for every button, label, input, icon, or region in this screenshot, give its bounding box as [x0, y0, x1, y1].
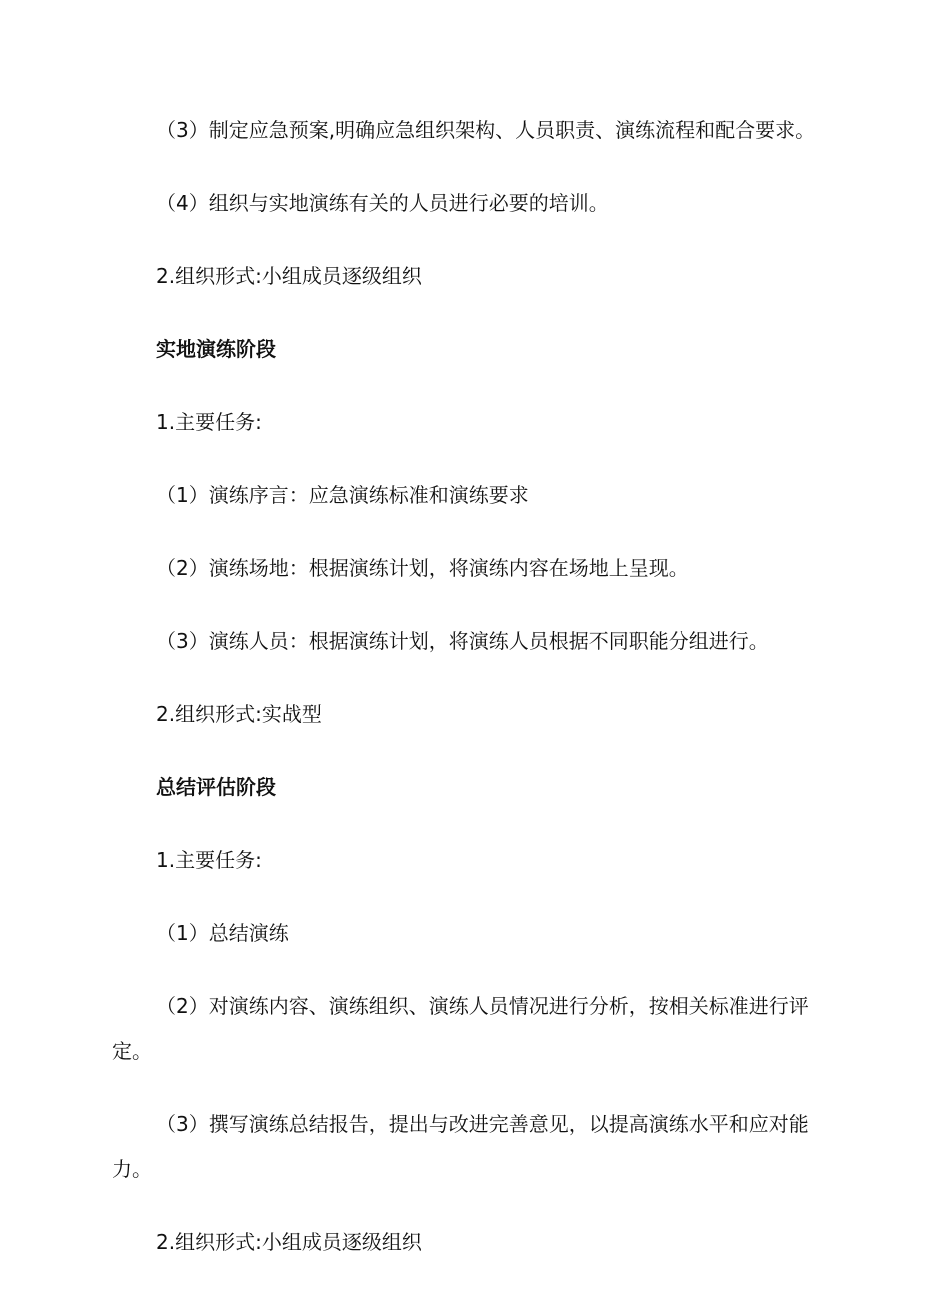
paragraph-drill-preface: （1）演练序言：应急演练标准和演练要求: [156, 483, 529, 507]
document-body: [112, 108, 830, 1293]
paragraph-main-tasks-1: 1.主要任务:: [156, 410, 262, 434]
paragraph-drill-site: （2）演练场地：根据演练计划，将演练内容在场地上呈现。: [156, 556, 689, 580]
paragraph-org-form-2: 2.组织形式:实战型: [156, 702, 322, 726]
paragraph-org-form-3: 2.组织形式:小组成员逐级组织: [156, 1230, 422, 1254]
paragraph-summarize: （1）总结演练: [156, 921, 289, 945]
paragraph-training: （4）组织与实地演练有关的人员进行必要的培训。: [156, 191, 609, 215]
paragraph-main-tasks-2: 1.主要任务:: [156, 848, 262, 872]
paragraph-drill-personnel: （3）演练人员：根据演练计划，将演练人员根据不同职能分组进行。: [156, 629, 769, 653]
paragraph-analysis: （2）对演练内容、演练组织、演练人员情况进行分析，按相关标准进行评定。: [112, 994, 809, 1063]
paragraph-org-form-1: 2.组织形式:小组成员逐级组织: [156, 264, 422, 288]
section-heading-summary: 总结评估阶段: [156, 775, 276, 799]
paragraph-prepare-plan: （3）制定应急预案,明确应急组织架构、人员职责、演练流程和配合要求。: [156, 118, 816, 142]
section-heading-field-drill: 实地演练阶段: [156, 337, 276, 361]
paragraph-report: （3）撰写演练总结报告，提出与改进完善意见，以提高演练水平和应对能力。: [112, 1112, 809, 1181]
